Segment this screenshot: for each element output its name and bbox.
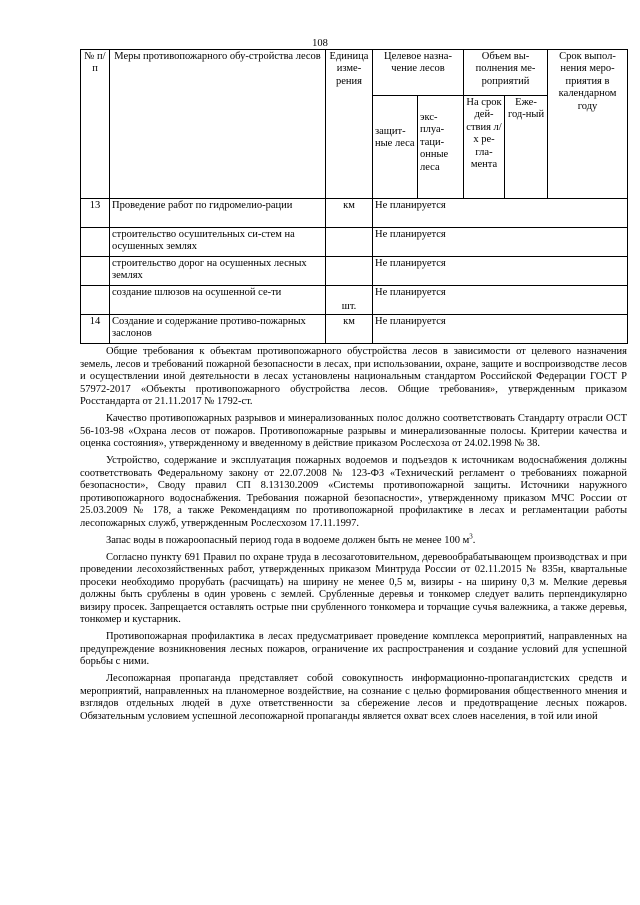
table-row xyxy=(81,286,628,315)
water-note-text: Запас воды в пожароопасный период года в водоеме должен быть не менее 100 м xyxy=(106,534,470,546)
row-measure: строительство осушительных си-стем на осушенных землях xyxy=(110,228,326,257)
row-status: Не планируется xyxy=(373,199,628,228)
header-unit: Единица изме-рения xyxy=(326,50,373,199)
paragraph-clearing-rules: Согласно пункту 691 Правил по охране труда в лесозаготовительном, деревообрабатывающем производствах и при проведении лесохозяйственных работ, утвержденных приказом Минтруда России от 02.11.2015 № 835н, квартальные просеки необходимо прорубать (расчищать) на ширину не менее 0,5 м, визиры - на ширину 0,3 м. Мелкие деревья должны быть срублены в один уровень с землей. Срубленные деревья и тонкомер следует валить перпендикулярно визиру просек. Запрещается оставлять острые пни срубленного тонкомера и торчащие сучья валежника, а также деревья, тонкомер и кустарник. xyxy=(80,551,627,625)
header-term: На срок дей-ствия л/х ре-гла-мента xyxy=(464,96,505,199)
header-volume: Объем вы-полнения ме-роприятий xyxy=(464,50,548,96)
row-unit xyxy=(326,257,373,286)
paragraph-prevention: Противопожарная профилактика в лесах предусматривает проведение комплекса мероприятий, направленных на предупреждение возникновения лесных пожаров, ограничение их распространения и создание условий для успешной борьбы с ними. xyxy=(80,631,627,667)
row-unit: км xyxy=(326,315,373,344)
row-measure: Проведение работ по гидромелио-рации xyxy=(110,199,326,228)
row-number xyxy=(81,228,110,257)
paragraph-water-reserve xyxy=(80,532,627,548)
row-status: Не планируется xyxy=(373,315,628,344)
row-measure: Создание и содержание противо-пожарных заслонов xyxy=(110,315,326,344)
paragraph-quality: Качество противопожарных разрывов и минерализованных полос должно соответствовать Стандарту отрасли ОСТ 56-103-98 «Охрана лесов от пожаров. Противопожарные разрывы и минерализованные полосы. Критерии качества и оценка состояния», утвержденному и введенному в действие приказом Рослесхоза от 24.02.1998 № 38. xyxy=(80,413,627,449)
table-row xyxy=(81,315,628,344)
body-text xyxy=(80,346,627,728)
water-note-tail: . xyxy=(472,534,476,546)
table-row xyxy=(81,257,628,286)
water-note-sup: 3 xyxy=(469,532,473,540)
paragraph-propaganda: Лесопожарная пропаганда представляет собой совокупность информационно-пропагандистских средств и мероприятий, направленных на планомерное воздействие, на сознание с целью формирования общественного мнения и взглядов отдельных людей в духе ответственности за сбережение лесов и предотвращение лесных пожаров. Обязательным условием успешной лесопожарной пропаганды является охват всех слоев населения, в той или иной xyxy=(80,673,627,722)
header-deadline: Срок выпол-нения меро-приятия в календарном году xyxy=(548,50,628,199)
row-measure: строительство дорог на осушенных лесных землях xyxy=(110,257,326,286)
header-annual: Еже-год-ный xyxy=(505,96,548,199)
row-status: Не планируется xyxy=(373,286,628,315)
row-unit: км xyxy=(326,199,373,228)
table-row xyxy=(81,228,628,257)
page-number: 108 xyxy=(312,38,328,49)
row-measure: создание шлюзов на осушенной се-ти xyxy=(110,286,326,315)
row-unit xyxy=(326,228,373,257)
header-measures: Меры противопожарного обу-стройства лесов xyxy=(110,50,326,199)
paragraph-water-sources: Устройство, содержание и эксплуатация пожарных водоемов и подъездов к источникам водоснабжения должны соответствовать Федеральному закону от 22.07.2008 № 123-ФЗ «Технический регламент о требованиях пожарной безопасности», Своду правил СП 8.13130.2009 «Системы противопожарной защиты. Источники наружного противопожарного водоснабжения. Требования пожарной безопасности», утвержденному приказом МЧС России от 25.03.2009 № 178, а также Рекомендациям по противопожарной профилактике в лесах и регламентации работы лесопожарных служб, утвержденным Рослесхозом 17.11.1997. xyxy=(80,455,627,529)
paragraph-general-requirements: Общие требования к объектам противопожарного обустройства лесов в зависимости от целевого назначения земель, лесов и требований пожарной безопасности в лесах, при использовании, охране, защите и воспроизводстве лесов и осуществлении иной деятельности в лесах установлены национальным стандартом Российской Федерации ГОСТ Р 57972-2017 «Объекты противопожарного обустройства лесов. Общие требования», утвержденным приказом Росстандарта от 21.11.2017 № 1792-ст. xyxy=(80,346,627,407)
row-status: Не планируется xyxy=(373,257,628,286)
row-unit: шт. xyxy=(326,286,373,315)
row-number: 14 xyxy=(81,315,110,344)
row-number xyxy=(81,286,110,315)
header-purpose: Целевое назна-чение лесов xyxy=(373,50,464,96)
fire-measures-table xyxy=(80,49,628,344)
header-protective: защит-ные леса xyxy=(373,96,418,199)
row-number: 13 xyxy=(81,199,110,228)
header-no: № п/п xyxy=(81,50,110,199)
row-status: Не планируется xyxy=(373,228,628,257)
row-number xyxy=(81,257,110,286)
header-exploitation: экс-плуа-таци-онные леса xyxy=(418,96,464,199)
table-row xyxy=(81,199,628,228)
